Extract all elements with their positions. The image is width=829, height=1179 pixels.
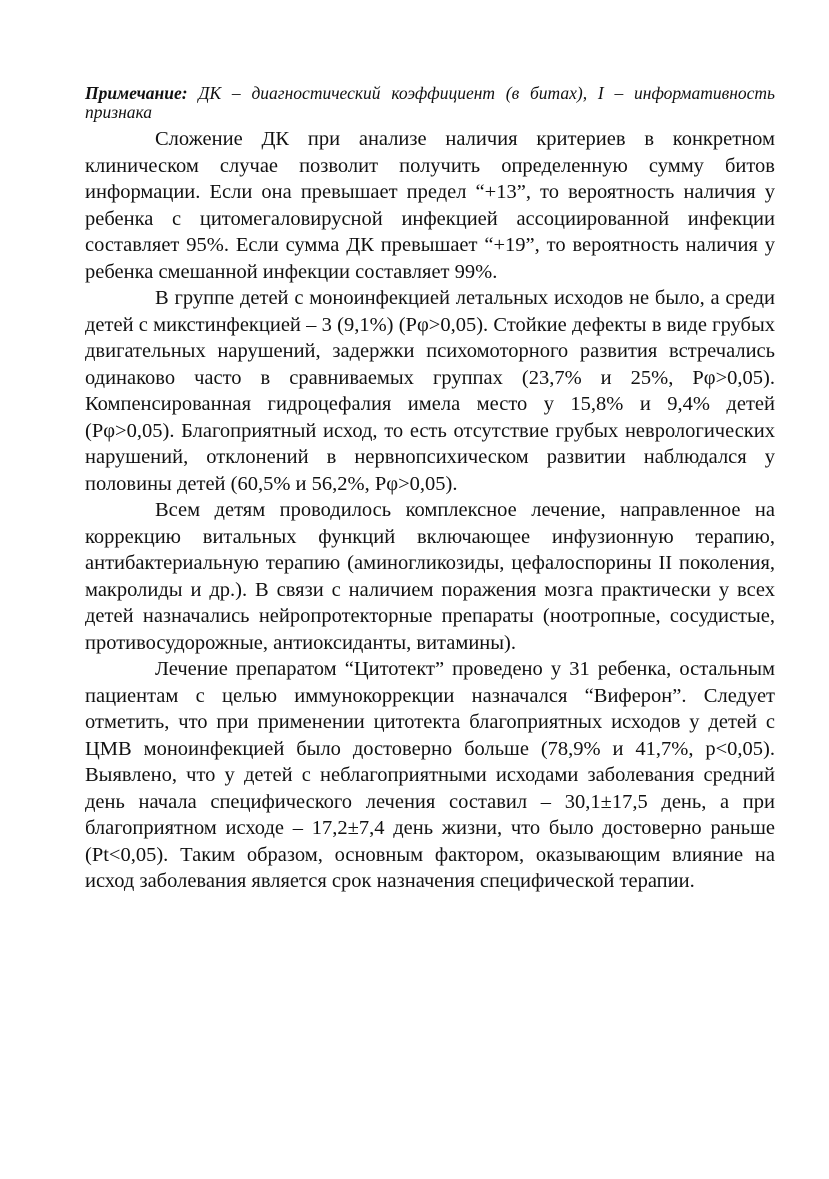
note-label: Примечание: xyxy=(85,83,188,103)
paragraph-outcomes: В группе детей с моноинфекцией летальных исходов не было, а среди детей с микстинфекцией – 3 (9,1%) (Рφ>0,05). Стойкие дефекты в виде грубых двигательных нарушений, задержки психомоторного развития встречались одинаково часто в сравниваемых группах (23,7% и 25%, Рφ>0,05). Компенсированная гидроцефалия имела место у 15,8% и 9,4% детей (Рφ>0,05). Благоприятный исход, то есть отсутствие грубых неврологических нарушений, отклонений в нервнопсихическом развитии наблюдался у половины детей (60,5% и 56,2%, Рφ>0,05). xyxy=(85,287,775,495)
table-note xyxy=(85,84,775,122)
paragraph-treatment: Всем детям проводилось комплексное лечение, направленное на коррекцию витальных функций включающее инфузионную терапию, антибактериальную терапию (аминогликозиды, цефалоспорины II поколения, макролиды и др.). В связи с наличием поражения мозга практически у всех детей назначались нейропротекторные препараты (ноотропные, сосудистые, противосудорожные, антиоксиданты, витамины). xyxy=(85,499,775,654)
note-text: ДК – диагностический коэффициент (в битах), I – информативность признака xyxy=(85,83,775,122)
paragraph-cytotect: Лечение препаратом “Цитотект” проведено у 31 ребенка, остальным пациентам с целью иммунокоррекции назначался “Виферон”. Следует отметить, что при применении цитотекта благоприятных исходов у детей с ЦМВ моноинфекцией было достоверно больше (78,9% и 41,7%, р<0,05). Выявлено, что у детей с неблагоприятными исходами заболевания средний день начала специфического лечения составил – 30,1±17,5 день, а при благоприятном исходе – 17,2±7,4 день жизни, что было достоверно раньше (Pt<0,05). Таким образом, основным фактором, оказывающим влияние на исход заболевания является срок назначения специфической терапии. xyxy=(85,658,775,892)
document-page xyxy=(85,84,775,895)
paragraph-dk-sum: Сложение ДК при анализе наличия критериев в конкретном клиническом случае позволит получить определенную сумму битов информации. Если она превышает предел “+13”, то вероятность наличия у ребенка с цитомегаловирусной инфекцией ассоциированной инфекции составляет 95%. Если сумма ДК превышает “+19”, то вероятность наличия у ребенка смешанной инфекции составляет 99%. xyxy=(85,128,775,283)
